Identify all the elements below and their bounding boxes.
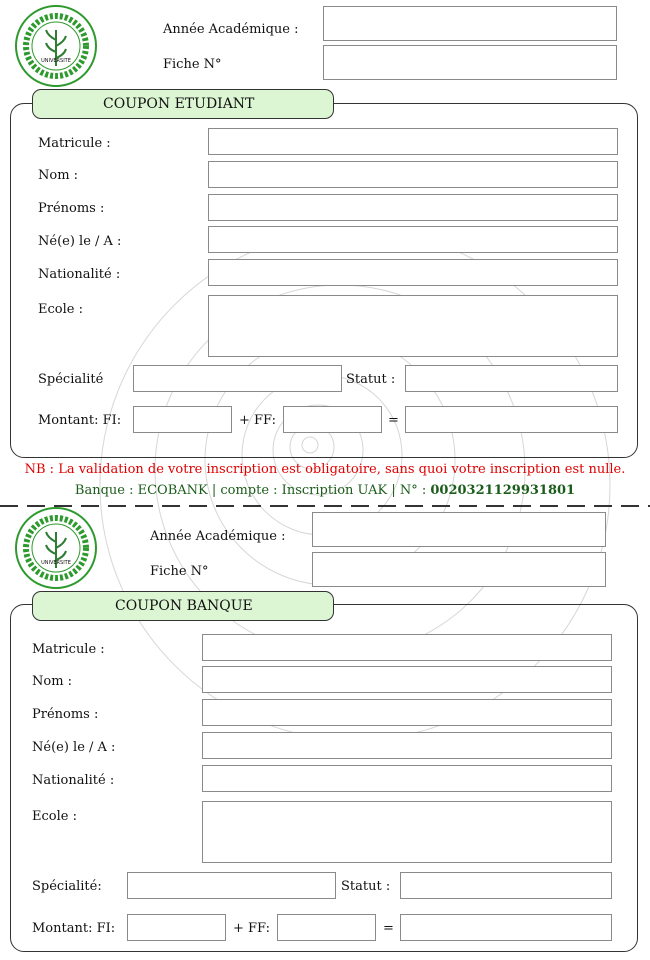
bank-annee-label: Année Académique :: [150, 529, 286, 544]
bank-nom-label: Nom :: [32, 674, 73, 689]
bank-statut-field[interactable]: [400, 872, 612, 899]
account-number: 0020321129931801: [430, 483, 576, 498]
logo-center-text: UNIVERSITE: [41, 58, 71, 64]
bank-info: [0, 483, 650, 499]
ne-le-field[interactable]: [208, 226, 618, 253]
ff-label: + FF:: [239, 413, 276, 428]
bank-ff-field[interactable]: [277, 914, 376, 941]
matricule-field[interactable]: [208, 128, 618, 155]
bank-nationalite-field[interactable]: [202, 765, 612, 792]
bank-fiche-label: Fiche N°: [150, 564, 209, 579]
annee-field[interactable]: [323, 6, 617, 41]
bank-specialite-field[interactable]: [127, 872, 336, 899]
student-coupon-title: COUPON ETUDIANT: [32, 89, 334, 119]
prenoms-label: Prénoms :: [38, 201, 105, 216]
bank-fi-field[interactable]: [127, 914, 226, 941]
nom-label: Nom :: [38, 168, 79, 183]
nom-field[interactable]: [208, 161, 618, 188]
bank-ne-le-label: Né(e) le / A :: [32, 740, 116, 755]
bank-fiche-field[interactable]: [312, 552, 606, 587]
university-logo: [14, 4, 98, 88]
bank-total-field[interactable]: [400, 914, 612, 941]
ecole-field[interactable]: [208, 295, 618, 357]
equals-label: =: [388, 413, 399, 428]
fiche-field[interactable]: [323, 45, 617, 80]
bank-ecole-field[interactable]: [202, 801, 612, 863]
ff-field[interactable]: [283, 406, 382, 433]
nationalite-label: Nationalité :: [38, 267, 121, 282]
ecole-label: Ecole :: [38, 302, 83, 317]
fi-field[interactable]: [133, 406, 232, 433]
statut-label: Statut :: [346, 372, 396, 387]
specialite-label: Spécialité: [38, 372, 104, 387]
specialite-field[interactable]: [133, 365, 342, 392]
bank-nationalite-label: Nationalité :: [32, 773, 115, 788]
fiche-label: Fiche N°: [163, 57, 222, 72]
annee-label: Année Académique :: [163, 22, 299, 37]
bank-prenoms-label: Prénoms :: [32, 707, 99, 722]
statut-field[interactable]: [405, 365, 618, 392]
bank-ecole-label: Ecole :: [32, 809, 77, 824]
bank-equals-label: =: [383, 921, 394, 936]
bank-annee-field[interactable]: [312, 512, 606, 547]
bank-info-text: Banque : ECOBANK | compte : Inscription UAK | N° :: [74, 483, 431, 498]
bank-nom-field[interactable]: [202, 666, 612, 693]
montant-fi-label: Montant: FI:: [38, 413, 122, 428]
bank-matricule-label: Matricule :: [32, 642, 105, 657]
nb-notice: NB : La validation de votre inscription est obligatoire, sans quoi votre inscription est nulle.: [24, 462, 626, 477]
bank-montant-fi-label: Montant: FI:: [32, 921, 116, 936]
matricule-label: Matricule :: [38, 136, 111, 151]
bank-ff-label: + FF:: [233, 921, 270, 936]
bank-specialite-label: Spécialité:: [32, 879, 102, 894]
prenoms-field[interactable]: [208, 194, 618, 221]
bank-coupon-title: COUPON BANQUE: [32, 591, 334, 621]
total-field[interactable]: [405, 406, 618, 433]
logo-center-text-bank: UNIVERSITE: [41, 560, 71, 566]
nationalite-field[interactable]: [208, 259, 618, 286]
bank-ne-le-field[interactable]: [202, 732, 612, 759]
bank-matricule-field[interactable]: [202, 634, 612, 661]
bank-prenoms-field[interactable]: [202, 699, 612, 726]
ne-le-label: Né(e) le / A :: [38, 234, 122, 249]
bank-statut-label: Statut :: [341, 879, 391, 894]
university-logo-bank: [14, 506, 98, 590]
